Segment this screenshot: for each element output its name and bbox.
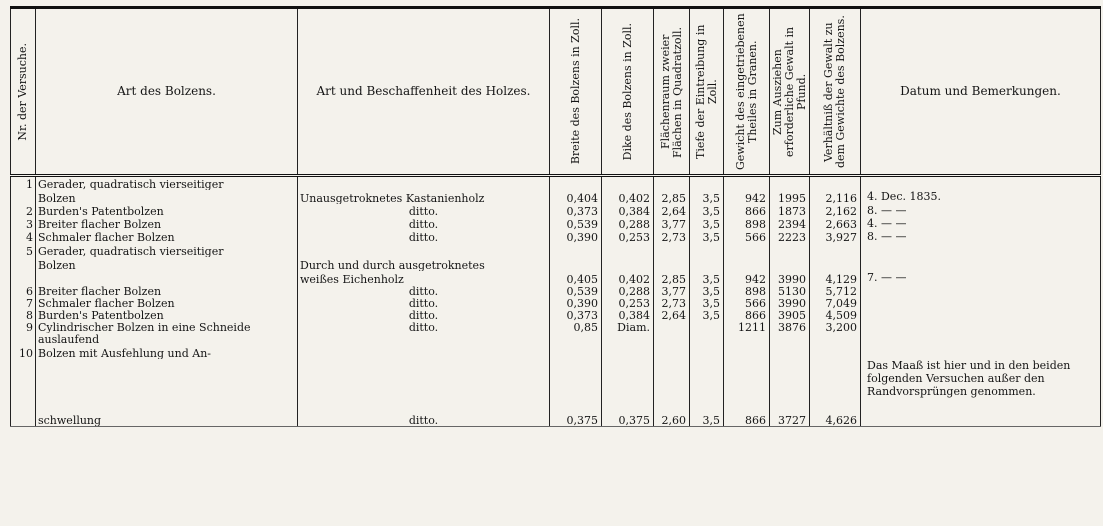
bolzen-art: schwellung [36,359,298,427]
row-number: 3 [11,217,36,230]
tiefe-value: 3,5 [690,190,724,204]
gewicht-value: 942 [724,190,770,204]
tiefe-value: 3,5 [690,297,724,309]
row-number: 6 [11,285,36,297]
breite-value: 0,539 [550,285,602,297]
breite-value: 0,373 [550,204,602,217]
gewicht-value [724,333,770,345]
bemerkung [861,345,1101,359]
table-row [11,321,1101,333]
dike-value [602,243,654,257]
table-row [11,257,1101,271]
gewicht-value: 866 [724,309,770,321]
bemerkung: 8. — — [861,230,1101,243]
verhaeltniss-value: 4,129 [810,271,861,285]
verhaeltniss-value [810,333,861,345]
flaeche-value: 2,60 [654,359,690,427]
row-number [11,271,36,285]
tiefe-value [690,333,724,345]
gewicht-value: 1211 [724,321,770,333]
bolzen-art: Breiter flacher Bolzen [36,217,298,230]
holz-art: ditto. [298,309,550,321]
verhaeltniss-value: 3,927 [810,230,861,243]
gewalt-value [770,345,810,359]
flaeche-value: 2,73 [654,230,690,243]
dike-value: 0,402 [602,271,654,285]
header-nr: Nr. der Versuche. [11,8,36,176]
header-art-holz: Art und Beschaffenheit des Holzes. [298,8,550,176]
gewicht-value: 866 [724,359,770,427]
verhaeltniss-value: 2,162 [810,204,861,217]
gewicht-value [724,257,770,271]
bemerkung: 8. — — [861,204,1101,217]
verhaeltniss-value [810,243,861,257]
dike-value: 0,253 [602,230,654,243]
flaeche-value [654,345,690,359]
flaeche-value [654,257,690,271]
gewicht-value: 898 [724,285,770,297]
dike-value: 0,384 [602,204,654,217]
gewicht-value [724,176,770,190]
table-row [11,359,1101,427]
bemerkung [861,309,1101,321]
bemerkung: Das Maaß ist hier und in den beiden folgenden Versuchen außer den Randvorsprüngen genommen. [861,359,1101,427]
header-gewicht: Gewicht des eingetriebenen Theiles in Granen. [724,8,770,176]
dike-value: 0,384 [602,309,654,321]
tiefe-value: 3,5 [690,204,724,217]
verhaeltniss-value [810,176,861,190]
header-dike: Dike des Bolzens in Zoll. [602,8,654,176]
table-row [11,345,1101,359]
bemerkung [861,285,1101,297]
bolzen-art: Schmaler flacher Bolzen [36,297,298,309]
table-row [11,204,1101,217]
gewicht-value [724,345,770,359]
breite-value: 0,539 [550,217,602,230]
bemerkung: 4. Dec. 1835. [861,190,1101,204]
holz-art: Unausgetroknetes Kastanienholz [298,190,550,204]
gewalt-value [770,243,810,257]
flaeche-value: 2,85 [654,271,690,285]
dike-value: 0,375 [602,359,654,427]
row-number [11,257,36,271]
gewalt-value: 1873 [770,204,810,217]
holz-art: weißes Eichenholz [298,271,550,285]
header-tiefe: Tiefe der Eintreibung in Zoll. [690,8,724,176]
flaeche-value [654,176,690,190]
gewalt-value: 3727 [770,359,810,427]
flaeche-value: 2,85 [654,190,690,204]
bolzen-art: Gerader, quadratisch vierseitiger [36,243,298,257]
bemerkung [861,297,1101,309]
tiefe-value [690,345,724,359]
verhaeltniss-value: 5,712 [810,285,861,297]
table-row [11,297,1101,309]
breite-value: 0,404 [550,190,602,204]
table-row [11,333,1101,345]
dike-value: Diam. [602,321,654,333]
holz-art [298,345,550,359]
holz-art: ditto. [298,230,550,243]
tiefe-value: 3,5 [690,309,724,321]
gewicht-value [724,243,770,257]
holz-art: ditto. [298,217,550,230]
verhaeltniss-value: 2,116 [810,190,861,204]
gewalt-value [770,333,810,345]
bolzen-art: auslaufend [36,333,298,345]
gewalt-value [770,176,810,190]
tiefe-value: 3,5 [690,230,724,243]
table-body [11,176,1101,427]
dike-value [602,333,654,345]
holz-art: ditto. [298,297,550,309]
breite-value: 0,85 [550,321,602,333]
dike-value [602,257,654,271]
row-number: 8 [11,309,36,321]
breite-value: 0,373 [550,309,602,321]
gewalt-value: 3876 [770,321,810,333]
flaeche-value [654,243,690,257]
bolzen-art: Burden's Patentbolzen [36,204,298,217]
tiefe-value [690,257,724,271]
breite-value: 0,375 [550,359,602,427]
holz-art [298,243,550,257]
verhaeltniss-value: 2,663 [810,217,861,230]
verhaeltniss-value: 7,049 [810,297,861,309]
breite-value [550,243,602,257]
holz-art [298,333,550,345]
table-row [11,217,1101,230]
row-number: 7 [11,297,36,309]
flaeche-value: 3,77 [654,285,690,297]
dike-value: 0,253 [602,297,654,309]
gewalt-value: 2223 [770,230,810,243]
table-row [11,243,1101,257]
breite-value [550,345,602,359]
breite-value: 0,390 [550,297,602,309]
header-flaeche: Flächenraum zweier Flächen in Quadratzoll. [654,8,690,176]
bolzen-art: Bolzen mit Ausfehlung und An- [36,345,298,359]
gewalt-value: 3990 [770,297,810,309]
dike-value: 0,402 [602,190,654,204]
tiefe-value: 3,5 [690,285,724,297]
gewicht-value: 566 [724,297,770,309]
bolzen-art: Burden's Patentbolzen [36,309,298,321]
verhaeltniss-value: 4,509 [810,309,861,321]
table-row [11,285,1101,297]
bemerkung: 7. — — [861,271,1101,285]
tiefe-value [690,176,724,190]
breite-value [550,257,602,271]
header-datum: Datum und Bemerkungen. [861,8,1101,176]
row-number [11,359,36,427]
bemerkung: 4. — — [861,217,1101,230]
row-number: 10 [11,345,36,359]
gewalt-value: 2394 [770,217,810,230]
verhaeltniss-value [810,257,861,271]
gewicht-value: 898 [724,217,770,230]
row-number: 5 [11,243,36,257]
verhaeltniss-value: 4,626 [810,359,861,427]
breite-value: 0,405 [550,271,602,285]
header-gewalt: Zum Ausziehen erforderliche Gewalt in Pfund. [770,8,810,176]
gewicht-value: 866 [724,204,770,217]
tiefe-value [690,243,724,257]
verhaeltniss-value [810,345,861,359]
flaeche-value: 2,64 [654,204,690,217]
holz-art: ditto. [298,204,550,217]
flaeche-value: 2,64 [654,309,690,321]
bolzen-art: Schmaler flacher Bolzen [36,230,298,243]
holz-art [298,176,550,190]
header-breite: Breite des Bolzens in Zoll. [550,8,602,176]
bemerkung [861,243,1101,257]
tiefe-value: 3,5 [690,217,724,230]
gewalt-value: 3990 [770,271,810,285]
holz-art: ditto. [298,321,550,333]
table-row [11,176,1101,190]
bemerkung [861,257,1101,271]
dike-value [602,176,654,190]
gewalt-value: 3905 [770,309,810,321]
gewicht-value: 566 [724,230,770,243]
experiment-table [10,6,1101,427]
row-number [11,190,36,204]
table-row [11,309,1101,321]
bolzen-art: Breiter flacher Bolzen [36,285,298,297]
tiefe-value: 3,5 [690,359,724,427]
dike-value [602,345,654,359]
bolzen-art [36,271,298,285]
bolzen-art: Bolzen [36,190,298,204]
row-number: 4 [11,230,36,243]
dike-value: 0,288 [602,285,654,297]
table-row [11,190,1101,204]
breite-value: 0,390 [550,230,602,243]
breite-value [550,333,602,345]
holz-art: ditto. [298,285,550,297]
flaeche-value [654,333,690,345]
row-number [11,333,36,345]
flaeche-value [654,321,690,333]
tiefe-value: 3,5 [690,271,724,285]
bolzen-art: Cylindrischer Bolzen in eine Schneide [36,321,298,333]
bemerkung [861,176,1101,190]
row-number: 2 [11,204,36,217]
table-row [11,271,1101,285]
breite-value [550,176,602,190]
header-verhaeltniss: Verhältniß der Gewalt zu dem Gewichte des Bolzens. [810,8,861,176]
gewalt-value: 1995 [770,190,810,204]
table-row [11,230,1101,243]
holz-art: ditto. [298,359,550,427]
bolzen-art: Bolzen [36,257,298,271]
header-row [11,8,1101,176]
bolzen-art: Gerader, quadratisch vierseitiger [36,176,298,190]
tiefe-value [690,321,724,333]
dike-value: 0,288 [602,217,654,230]
gewalt-value: 5130 [770,285,810,297]
gewalt-value [770,257,810,271]
flaeche-value: 2,73 [654,297,690,309]
row-number: 1 [11,176,36,190]
row-number: 9 [11,321,36,333]
holz-art: Durch und durch ausgetroknetes [298,257,550,271]
header-art-bolzen: Art des Bolzens. [36,8,298,176]
flaeche-value: 3,77 [654,217,690,230]
gewicht-value: 942 [724,271,770,285]
bemerkung [861,321,1101,333]
verhaeltniss-value: 3,200 [810,321,861,333]
bemerkung [861,333,1101,345]
